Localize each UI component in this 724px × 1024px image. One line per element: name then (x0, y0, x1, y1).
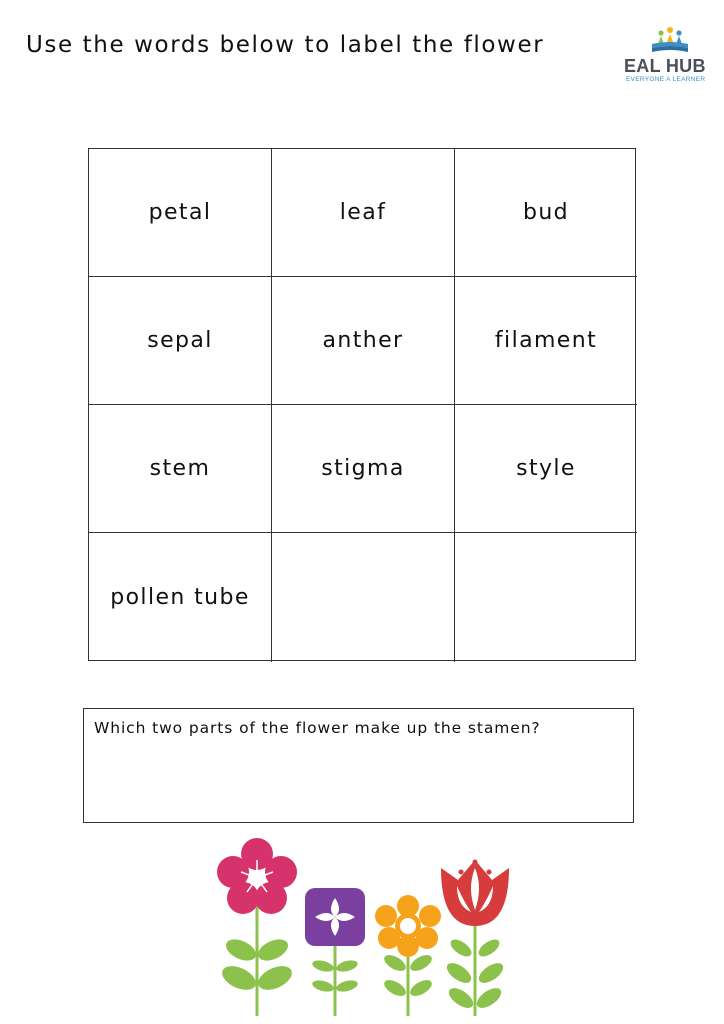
word-cell: pollen tube (89, 533, 272, 662)
people-book-icon (648, 26, 692, 56)
word-cell: filament (455, 277, 637, 405)
logo-tagline: EVERYONE A LEARNER (626, 76, 706, 83)
pink-flower-icon (217, 838, 297, 1016)
worksheet-title: Use the words below to label the flower (26, 32, 545, 58)
word-cell: sepal (89, 277, 272, 405)
word-cell: anther (272, 277, 455, 405)
empty-cell (272, 533, 455, 662)
word-cell: style (455, 405, 637, 533)
word-cell: stigma (272, 405, 455, 533)
word-cell: petal (89, 149, 272, 277)
word-cell: bud (455, 149, 637, 277)
word-cell: leaf (272, 149, 455, 277)
purple-flower-icon (305, 888, 365, 1016)
empty-cell (455, 533, 637, 662)
word-grid (88, 148, 636, 661)
eal-hub-logo (624, 26, 716, 86)
question-prompt: Which two parts of the flower make up the stamen? (94, 719, 541, 737)
word-cell: stem (89, 405, 272, 533)
answer-box[interactable] (83, 708, 634, 823)
logo-name: EAL HUB (624, 56, 706, 76)
red-tulip-icon (441, 860, 509, 1017)
flowers-illustration (205, 838, 515, 1018)
orange-flower-icon (375, 895, 441, 1016)
